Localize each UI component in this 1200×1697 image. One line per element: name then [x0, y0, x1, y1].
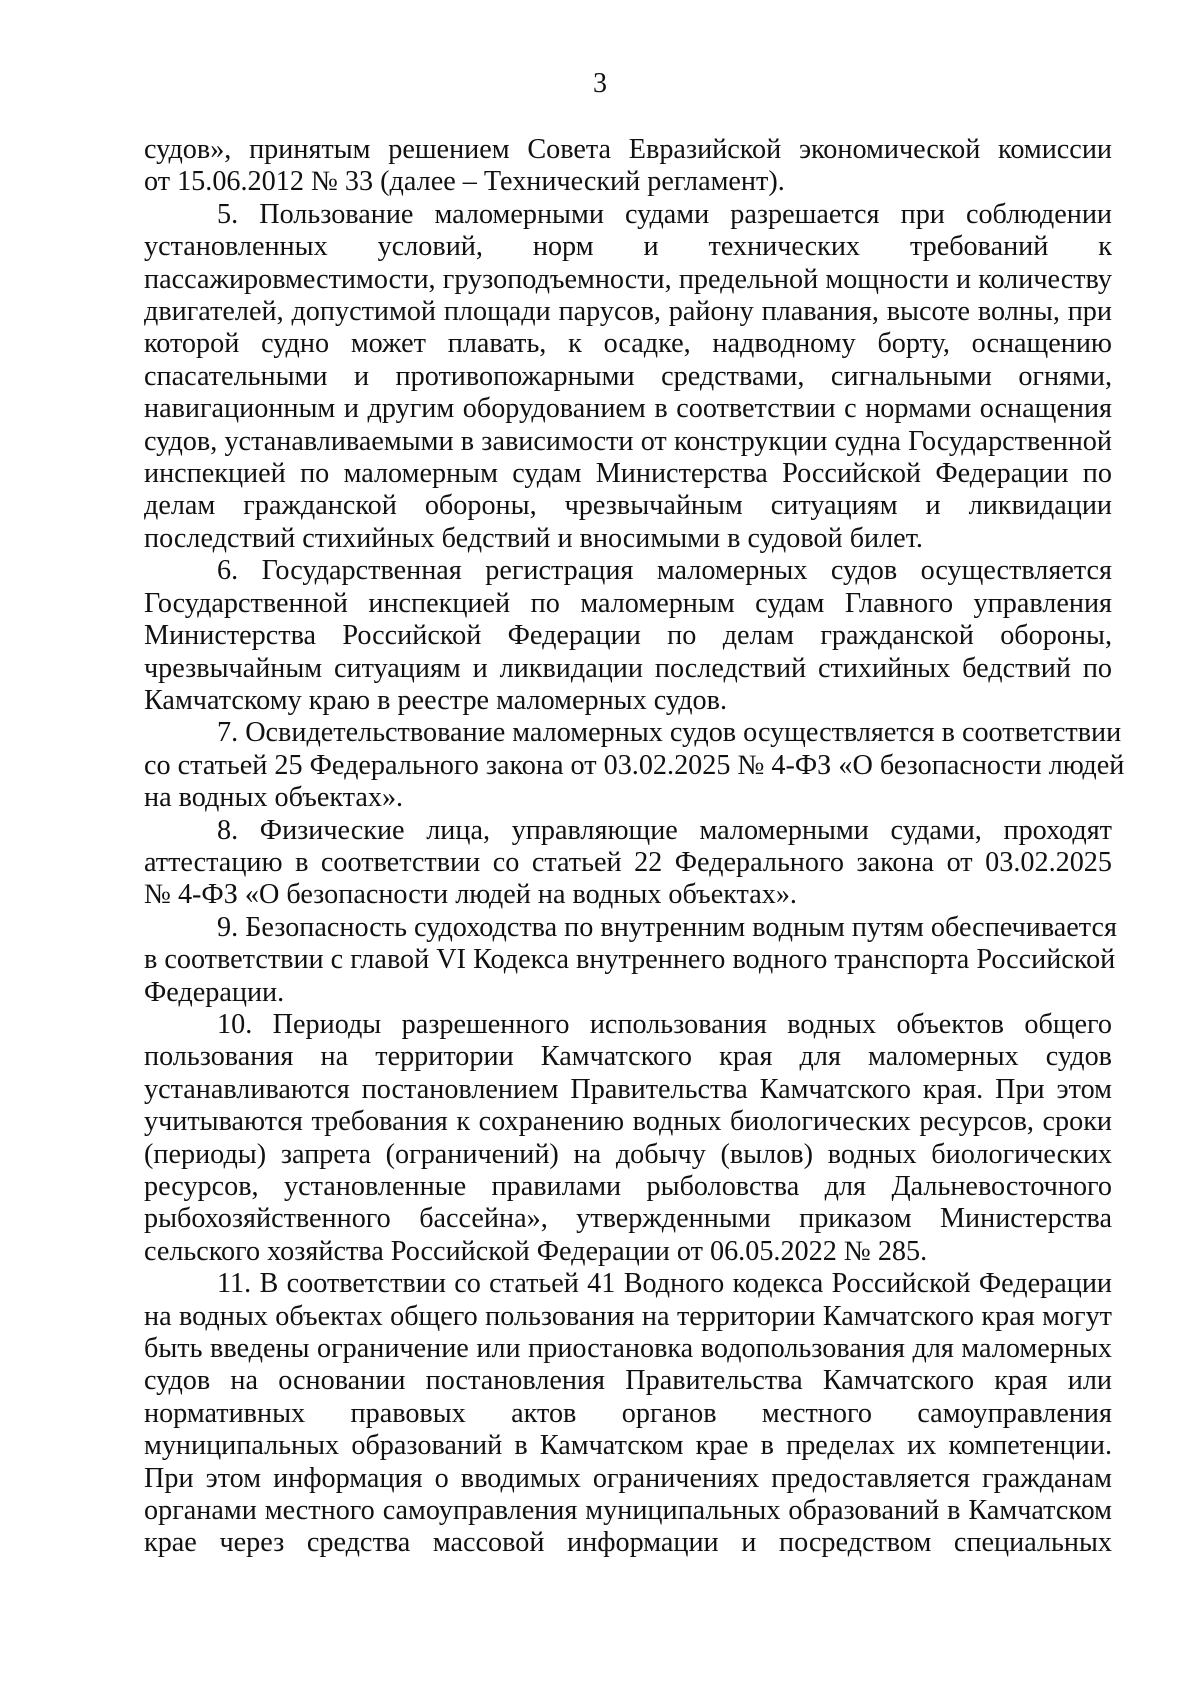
text-line: При этом информация о вводимых ограничениях предоставляется гражданам	[144, 1462, 1112, 1494]
text-line: крае через средства массовой информации и посредством специальных	[144, 1527, 1112, 1559]
text-line: судов», принятым решением Совета Евразийской экономической комиссии	[144, 134, 1112, 165]
paragraph	[144, 555, 1112, 717]
text-line: 8. Физические лица, управляющие маломерными судами, проходят	[217, 814, 1112, 846]
text-line: аттестацию в соответствии со статьей 22 Федерального закона от 03.02.2025	[144, 846, 1112, 878]
text-line: устанавливаются постановлением Правительства Камчатского края. При этом	[144, 1073, 1112, 1105]
text-line: последствий стихийных бедствий и вносимыми в судовой билет.	[144, 522, 923, 554]
text-line: инспекцией по маломерным судам Министерства Российской Федерации по	[144, 458, 1112, 490]
paragraph	[144, 815, 1112, 912]
text-line: которой судно может плавать, к осадке, надводному борту, оснащению	[144, 328, 1112, 360]
text-line: нормативных правовых актов органов местного самоуправления	[144, 1397, 1112, 1429]
text-line: от 15.06.2012 № 33 (далее – Технический регламент).	[144, 166, 785, 198]
text-line: Федерации.	[144, 976, 285, 1008]
text-line: 5. Пользование маломерными судами разрешается при соблюдении	[217, 198, 1112, 230]
text-line: рыбохозяйственного бассейна», утвержденными приказом Министерства	[144, 1203, 1112, 1235]
text-line: Министерства Российской Федерации по делам гражданской обороны,	[144, 620, 1112, 652]
text-line: судов, устанавливаемыми в зависимости от конструкции судна Государственной	[144, 425, 1112, 457]
paragraph	[144, 911, 1117, 1009]
paragraph	[144, 134, 1112, 199]
text-line: муниципальных образований в Камчатском крае в пределах их компетенции.	[144, 1430, 1112, 1462]
text-line: судов на основании постановления Правительства Камчатского края или	[144, 1365, 1112, 1397]
text-line: спасательными и противопожарными средствами, сигнальными огнями,	[144, 360, 1112, 392]
text-line: пользования на территории Камчатского края для маломерных судов	[144, 1041, 1112, 1073]
text-line: установленных условий, норм и технических требований к	[144, 231, 1112, 263]
text-line: (периоды) запрета (ограничений) на добычу (вылов) водных биологических	[144, 1138, 1112, 1170]
text-line: № 4-ФЗ «О безопасности людей на водных объектах».	[144, 879, 797, 911]
paragraph	[144, 1268, 1112, 1560]
page-number: 3	[593, 68, 607, 99]
text-line: со статьей 25 Федерального закона от 03.02.2025 № 4-ФЗ «О безопасности людей	[144, 749, 1125, 781]
text-line: на водных объектах».	[144, 782, 404, 814]
text-line: 7. Освидетельствование маломерных судов осуществляется в соответствии	[217, 717, 1122, 749]
text-line: в соответствии с главой VI Кодекса внутреннего водного транспорта Российской	[144, 944, 1116, 976]
text-line: 9. Безопасность судоходства по внутренним водным путям обеспечивается	[217, 911, 1117, 943]
text-line: навигационным и другим оборудованием в соответствии с нормами оснащения	[144, 393, 1112, 425]
text-line: пассажировместимости, грузоподъемности, предельной мощности и количеству	[144, 263, 1112, 295]
text-line: быть введены ограничение или приостановка водопользования для маломерных	[144, 1333, 1112, 1365]
text-line: 10. Периоды разрешенного использования водных объектов общего	[217, 1008, 1112, 1040]
text-line: 11. В соответствии со статьей 41 Водного кодекса Российской Федерации	[217, 1268, 1112, 1300]
text-line: делам гражданской обороны, чрезвычайным ситуациям и ликвидации	[144, 490, 1112, 522]
text-line: Камчатскому краю в реестре маломерных судов.	[144, 684, 727, 716]
paragraph	[144, 1009, 1112, 1268]
text-line: чрезвычайным ситуациям и ликвидации последствий стихийных бедствий по	[144, 652, 1112, 684]
text-line: 6. Государственная регистрация маломерных судов осуществляется	[217, 555, 1112, 587]
paragraph	[144, 199, 1112, 555]
text-line: учитываются требования к сохранению водных биологических ресурсов, сроки	[144, 1106, 1112, 1138]
text-line: органами местного самоуправления муниципальных образований в Камчатском	[144, 1495, 1112, 1527]
paragraph	[144, 717, 1125, 814]
text-line: ресурсов, установленные правилами рыболовства для Дальневосточного	[144, 1171, 1112, 1202]
text-line: двигателей, допустимой площади парусов, району плавания, высоте волны, при	[144, 296, 1112, 328]
text-line: сельского хозяйства Российской Федерации от 06.05.2022 № 285.	[144, 1235, 928, 1267]
text-line: на водных объектах общего пользования на территории Камчатского края могут	[144, 1300, 1112, 1332]
document-body	[144, 134, 1125, 1560]
text-line: Государственной инспекцией по маломерным судам Главного управления	[144, 587, 1112, 619]
